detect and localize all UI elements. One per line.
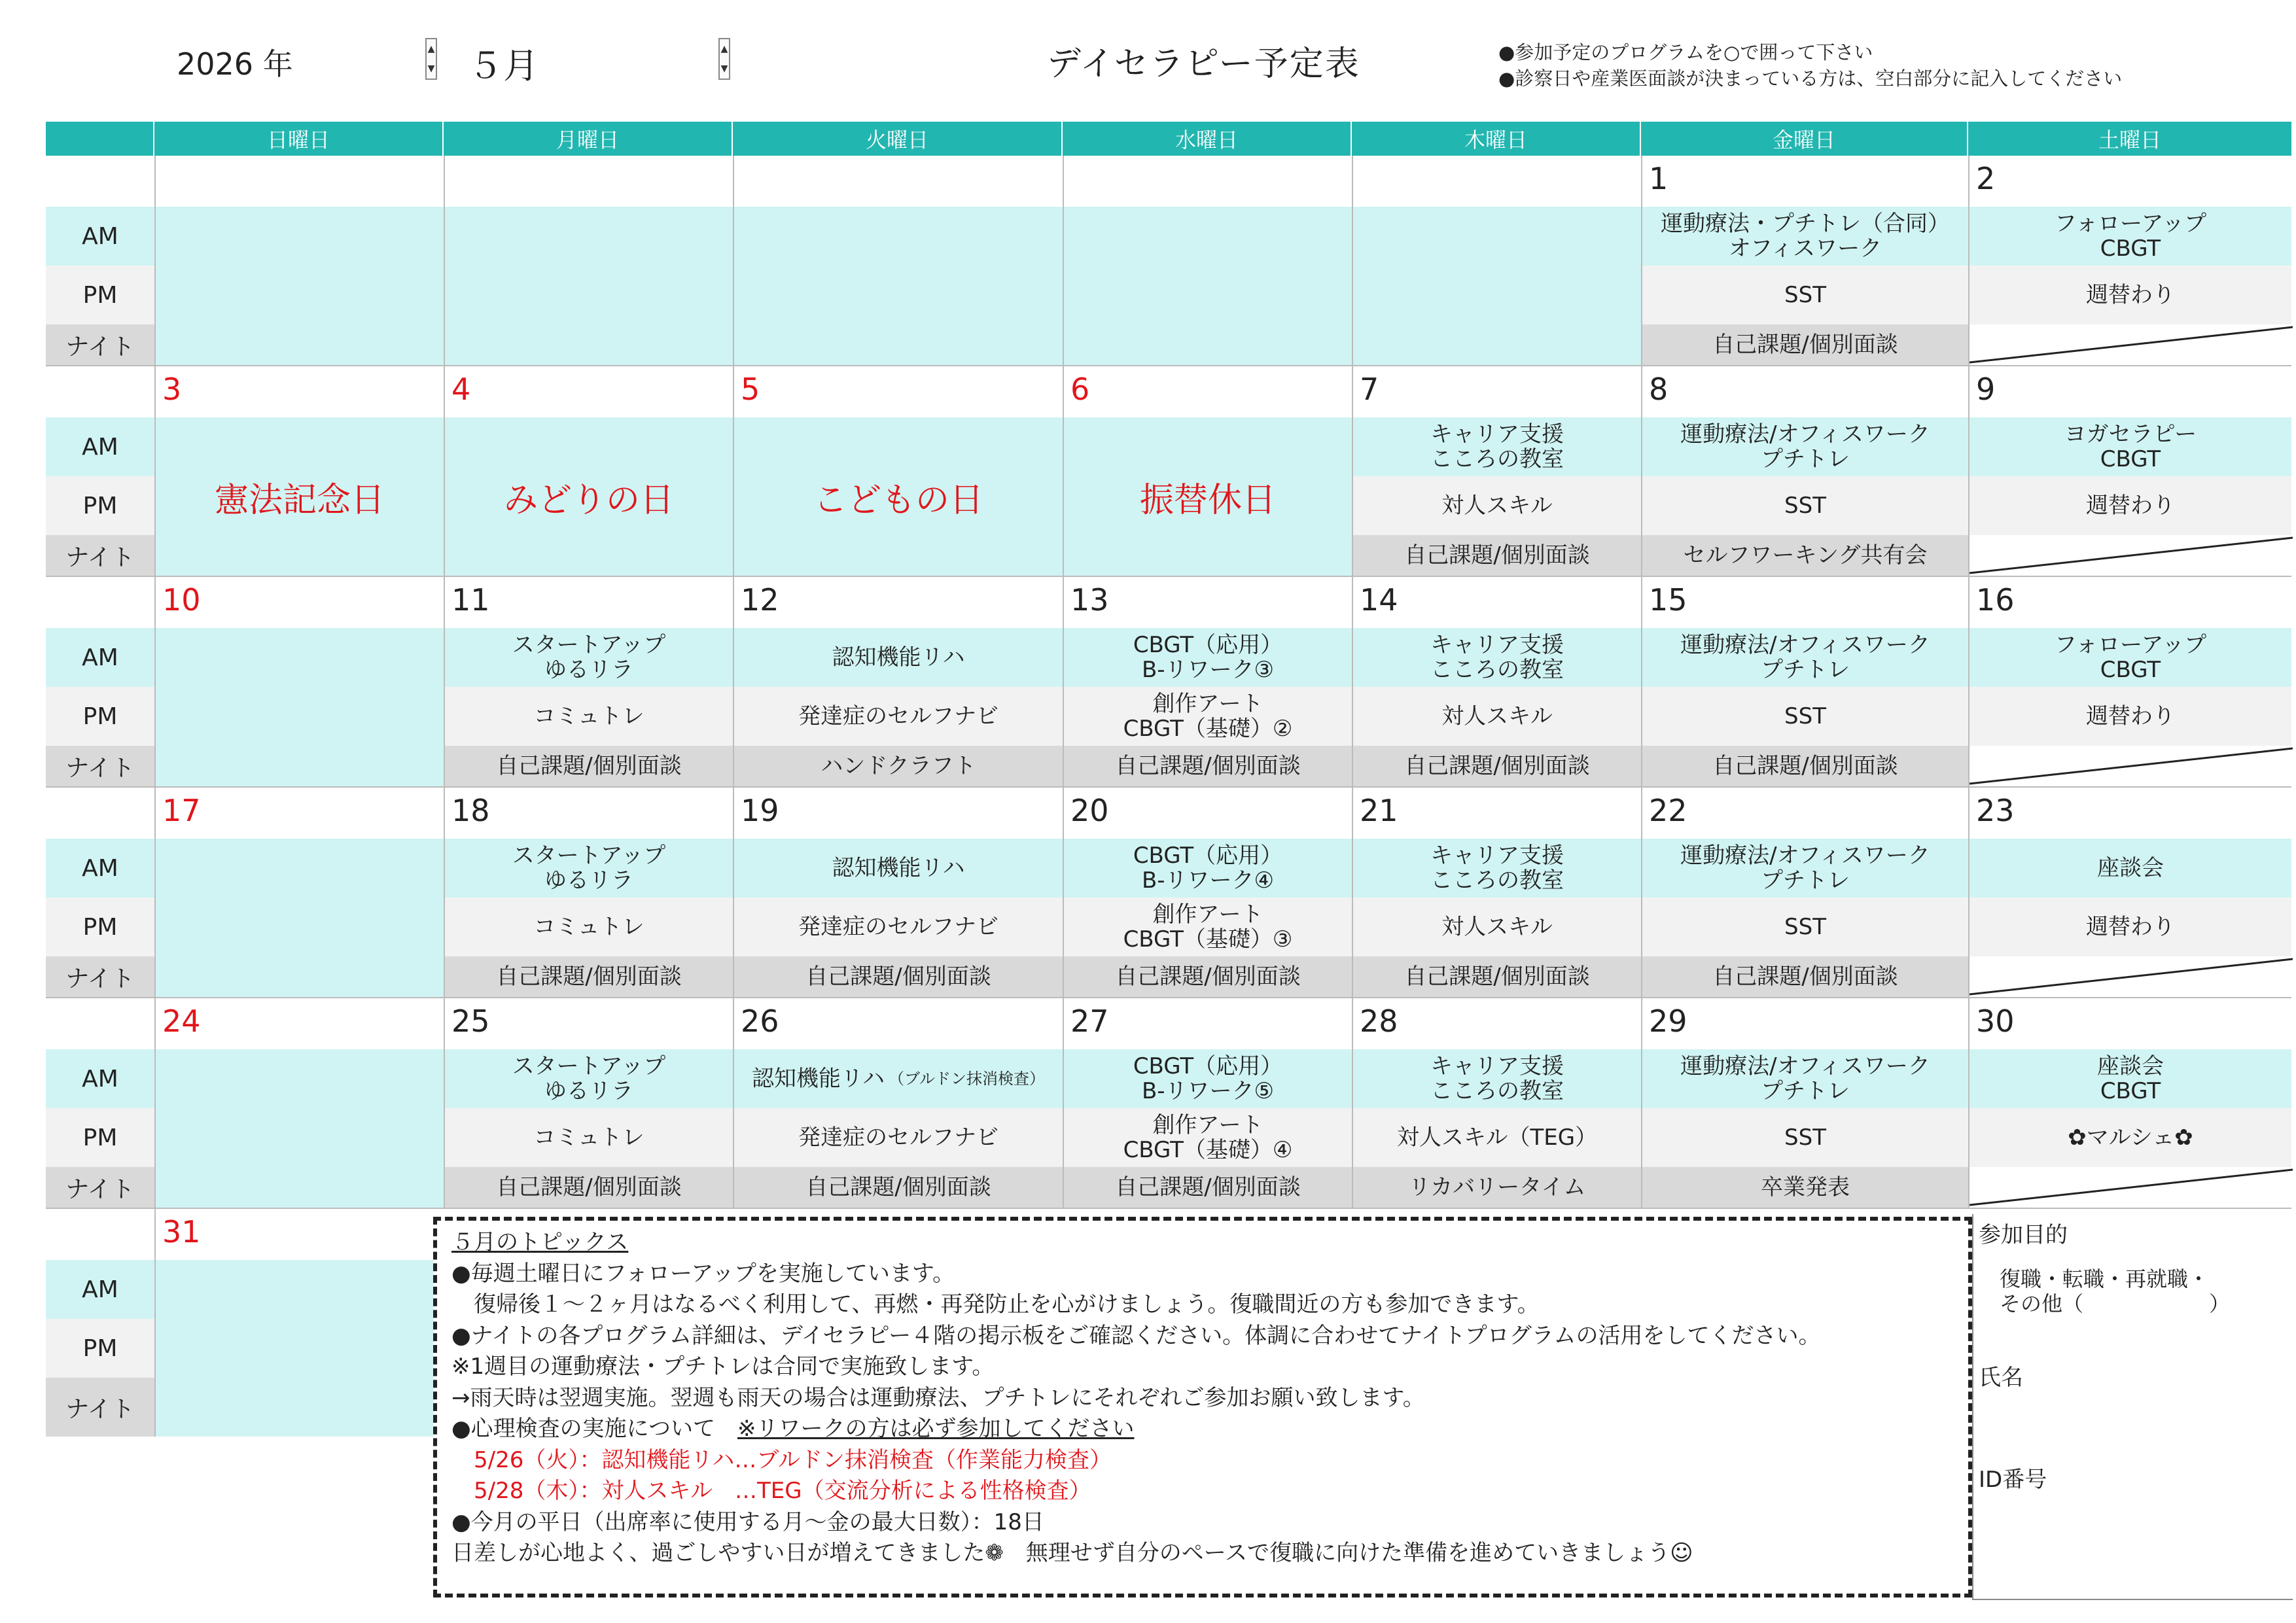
program-pm-label: 対人スキル	[1441, 493, 1553, 519]
day-date-cell	[1063, 577, 1352, 628]
day-number: 3	[162, 372, 182, 407]
slot-label-night: ナイト	[46, 746, 154, 786]
program-am-label: CBGT（応用） B-リワーク④	[1133, 843, 1283, 894]
topics-title: ５月のトピックス	[451, 1229, 629, 1255]
day-date-cell	[444, 156, 733, 207]
program-pm-label: 対人スキル（TEG）	[1396, 1125, 1598, 1151]
program-am[interactable]	[733, 839, 1063, 898]
program-am[interactable]	[444, 839, 733, 898]
topics-line-lead: ●心理検査の実施について	[451, 1416, 737, 1442]
program-am[interactable]	[1641, 207, 1968, 266]
program-night	[1968, 535, 2291, 576]
page-title: デイセラピー予定表	[1047, 44, 1360, 84]
program-pm-label: SST	[1784, 914, 1826, 940]
program-pm-label: 創作アート CBGT（基礎）③	[1123, 901, 1293, 952]
year-spinner[interactable]: ▲ ▼	[425, 38, 437, 80]
program-pm-label: コミュトレ	[533, 1125, 645, 1151]
program-night[interactable]	[733, 746, 1063, 786]
program-pm[interactable]	[1968, 1108, 2291, 1167]
program-am-label: スタートアップ ゆるリラ	[512, 843, 666, 894]
program-am-label: 認知機能リハ	[832, 644, 965, 671]
day-date-cell	[1063, 366, 1352, 417]
slot-label-am: AM	[46, 1049, 154, 1108]
slot-label-pm: PM	[46, 1108, 154, 1167]
day-date-cell	[733, 788, 1063, 839]
day-number: 9	[1976, 372, 1996, 407]
topics-line-emphasis: ※リワークの方は必ず参加してください	[737, 1416, 1135, 1442]
topics-line: 日差しが心地よく、過ごしやすい日が増えてきました❁ 無理せず自分のペースで復職に向けた準備を進めていきましょう☺	[451, 1540, 1693, 1566]
program-am-label: 運動療法・プチトレ（合同） オフィスワーク	[1661, 211, 1950, 262]
purpose-option-line2[interactable]: その他（ ）	[2000, 1291, 2231, 1316]
night-unavailable-slash	[1969, 746, 2293, 786]
empty-day-cell[interactable]	[154, 207, 444, 365]
program-am-label: スタートアップ ゆるリラ	[512, 1053, 666, 1104]
program-am-label: 認知機能リハ	[751, 1066, 885, 1092]
day-number: 30	[1976, 1003, 2015, 1039]
header-note: ●参加予定のプログラムを○で囲って下さい	[1498, 41, 1873, 63]
program-pm[interactable]	[1063, 1108, 1352, 1167]
program-pm-label: 週替わり	[2086, 703, 2175, 729]
purpose-label: 参加目的	[1979, 1222, 2068, 1248]
day-date-cell	[154, 156, 444, 207]
program-pm-label: 週替わり	[2086, 914, 2175, 940]
program-night-label: 自己課題/個別面談	[496, 1174, 682, 1200]
month-label: ５月	[468, 45, 539, 86]
program-am-note: （ブルドン抹消検査）	[888, 1070, 1046, 1088]
day-number: 23	[1976, 793, 2015, 828]
day-number: 18	[451, 793, 490, 828]
week-row	[46, 365, 2291, 576]
program-am-label: スタートアップ ゆるリラ	[512, 632, 666, 683]
day-date-cell	[1641, 998, 1968, 1049]
program-night-label: 自己課題/個別面談	[1404, 964, 1590, 990]
program-pm[interactable]	[444, 898, 733, 956]
slot-date-blank	[46, 788, 154, 839]
program-night	[1968, 1167, 2291, 1208]
program-am[interactable]	[1352, 628, 1641, 687]
program-pm[interactable]	[1063, 687, 1352, 746]
day-date-cell	[154, 1209, 444, 1260]
week-row	[46, 156, 2291, 365]
program-night[interactable]	[444, 956, 733, 997]
program-am-label: 運動療法/オフィスワーク プチトレ	[1680, 632, 1930, 683]
year-label: 2026 年	[177, 46, 293, 82]
program-am[interactable]	[1063, 839, 1352, 898]
day-number: 27	[1070, 1003, 1109, 1039]
program-night-label: セルフワーキング共有会	[1683, 542, 1928, 568]
day-number: 2	[1976, 161, 1996, 196]
day-date-cell	[1968, 998, 2291, 1049]
slot-label-night: ナイト	[46, 1167, 154, 1208]
slot-label-night: ナイト	[46, 1378, 154, 1437]
empty-day-cell[interactable]	[1063, 207, 1352, 365]
day-number: 31	[162, 1214, 201, 1249]
day-date-cell	[1352, 788, 1641, 839]
day-number: 29	[1649, 1003, 1687, 1039]
program-pm-label: SST	[1784, 282, 1826, 308]
program-am[interactable]	[1641, 628, 1968, 687]
program-night-label: 自己課題/個別面談	[805, 1174, 991, 1200]
topics-line: ※1週目の運動療法・プチトレは合同で実施致します。	[451, 1353, 995, 1380]
day-date-cell	[1641, 788, 1968, 839]
program-pm-label: SST	[1784, 703, 1826, 729]
slot-label-pm: PM	[46, 266, 154, 324]
name-label: 氏名	[1979, 1365, 2023, 1391]
day-date-cell	[1968, 366, 2291, 417]
program-night-label: ハンドクラフト	[821, 753, 976, 779]
holiday-name: 憲法記念日	[214, 480, 385, 520]
day-number: 17	[162, 793, 201, 828]
topics-line-red: 5/28（木）：対人スキル …TEG（交流分析による性格検査）	[451, 1478, 1091, 1504]
program-am[interactable]	[1968, 839, 2291, 898]
day-date-cell	[733, 998, 1063, 1049]
topics-line: ●今月の平日（出席率に使用する月～金の最大日数）：18日	[451, 1509, 1044, 1535]
program-night[interactable]	[1641, 1167, 1968, 1208]
program-pm[interactable]	[1352, 1108, 1641, 1167]
empty-day-cell[interactable]	[444, 207, 733, 365]
program-am[interactable]	[1352, 417, 1641, 476]
slot-label-am: AM	[46, 628, 154, 687]
day-date-cell	[1968, 577, 2291, 628]
holiday-cell[interactable]	[1063, 417, 1352, 576]
program-night[interactable]	[1641, 746, 1968, 786]
program-am[interactable]	[1968, 207, 2291, 266]
slot-label-am: AM	[46, 1260, 154, 1319]
program-am[interactable]	[733, 1049, 1063, 1108]
program-night	[1968, 324, 2291, 365]
day-date-cell	[1968, 156, 2291, 207]
day-number: 10	[162, 582, 201, 618]
program-pm[interactable]	[733, 1108, 1063, 1167]
program-night-label: 自己課題/個別面談	[1115, 1174, 1301, 1200]
day-date-cell	[154, 366, 444, 417]
day-date-cell	[1968, 788, 2291, 839]
program-pm-label: 創作アート CBGT（基礎）②	[1123, 691, 1293, 742]
weekday-mon: 月曜日	[444, 122, 733, 156]
day-number: 21	[1360, 793, 1398, 828]
topics-line	[451, 1414, 1954, 1445]
program-pm[interactable]	[1641, 898, 1968, 956]
day-number: 6	[1070, 372, 1090, 407]
program-pm-label: 週替わり	[2086, 493, 2175, 519]
program-am-label: キャリア支援 こころの教室	[1430, 843, 1564, 894]
program-pm-label: コミュトレ	[533, 914, 645, 940]
month-spinner[interactable]: ▲ ▼	[718, 38, 730, 80]
program-am[interactable]	[1063, 628, 1352, 687]
program-am[interactable]	[1641, 1049, 1968, 1108]
program-am-label: キャリア支援 こころの教室	[1430, 632, 1564, 683]
program-pm[interactable]	[733, 687, 1063, 746]
weekday-fri: 金曜日	[1641, 122, 1968, 156]
day-number: 20	[1070, 793, 1109, 828]
program-night-label: 自己課題/個別面談	[1404, 542, 1590, 568]
weekday-header	[46, 122, 2291, 156]
topics-line: →雨天時は翌週実施。翌週も雨天の場合は運動療法、プチトレにそれぞれご参加お願い致します。	[451, 1384, 1425, 1411]
day-number: 5	[741, 372, 760, 407]
empty-day-cell[interactable]	[154, 839, 444, 997]
header-notes	[1498, 39, 2122, 92]
day-date-cell	[1063, 156, 1352, 207]
holiday-name: 振替休日	[1139, 480, 1276, 520]
slot-date-blank	[46, 998, 154, 1049]
participant-form	[1972, 1214, 2293, 1600]
night-unavailable-slash	[1969, 956, 2293, 997]
program-night[interactable]	[1352, 1167, 1641, 1208]
program-am[interactable]	[1641, 839, 1968, 898]
weekday-sun: 日曜日	[154, 122, 444, 156]
id-label: ID番号	[1979, 1467, 2047, 1493]
program-night-label: 自己課題/個別面談	[1115, 964, 1301, 990]
program-pm-label: 創作アート CBGT（基礎）④	[1123, 1112, 1293, 1163]
slot-date-blank	[46, 577, 154, 628]
program-am[interactable]	[1352, 1049, 1641, 1108]
program-pm[interactable]	[1352, 898, 1641, 956]
day-date-cell	[154, 577, 444, 628]
holiday-cell[interactable]	[733, 417, 1063, 576]
program-am-label: 座談会 CBGT	[2097, 1053, 2164, 1104]
slot-date-blank	[46, 156, 154, 207]
day-date-cell	[154, 788, 444, 839]
day-date-cell	[444, 998, 733, 1049]
empty-day-cell[interactable]	[154, 1049, 444, 1208]
program-pm[interactable]	[1641, 1108, 1968, 1167]
weekday-thu: 木曜日	[1352, 122, 1641, 156]
program-pm[interactable]	[1641, 687, 1968, 746]
slot-label-pm: PM	[46, 1319, 154, 1378]
day-number: 7	[1360, 372, 1379, 407]
program-night[interactable]	[1352, 746, 1641, 786]
day-date-cell	[733, 577, 1063, 628]
program-night-label: 自己課題/個別面談	[1115, 753, 1301, 779]
program-night[interactable]	[1352, 956, 1641, 997]
program-night-label: 自己課題/個別面談	[1712, 964, 1898, 990]
day-number: 12	[741, 582, 779, 618]
program-night-label: 自己課題/個別面談	[805, 964, 991, 990]
program-am-label: キャリア支援 こころの教室	[1430, 1053, 1564, 1104]
empty-day-cell[interactable]	[154, 1260, 444, 1437]
empty-day-cell[interactable]	[154, 628, 444, 786]
day-date-cell	[1352, 366, 1641, 417]
program-pm[interactable]	[1968, 898, 2291, 956]
program-am-label: CBGT（応用） B-リワーク③	[1133, 632, 1283, 683]
slot-label-night: ナイト	[46, 956, 154, 997]
night-unavailable-slash	[1969, 1167, 2293, 1208]
program-pm[interactable]	[1968, 687, 2291, 746]
program-am[interactable]	[444, 628, 733, 687]
program-pm[interactable]	[1352, 476, 1641, 535]
program-night[interactable]	[733, 1167, 1063, 1208]
day-number: 13	[1070, 582, 1109, 618]
program-pm-label: 対人スキル	[1441, 914, 1553, 940]
topics-line: ●毎週土曜日にフォローアップを実施しています。	[451, 1260, 955, 1287]
slot-label-am: AM	[46, 839, 154, 898]
program-pm-label: 発達症のセルフナビ	[798, 1125, 998, 1151]
program-night[interactable]	[1063, 746, 1352, 786]
topics-line: 復帰後１～２ヶ月はなるべく利用して、再燃・再発防止を心がけましょう。復職間近の方も参加できます。	[451, 1291, 1540, 1318]
day-number: 22	[1649, 793, 1687, 828]
night-unavailable-slash	[1969, 535, 2293, 576]
day-number: 28	[1360, 1003, 1398, 1039]
slot-date-blank	[46, 366, 154, 417]
day-date-cell	[1641, 156, 1968, 207]
program-am[interactable]	[1968, 417, 2291, 476]
weekday-header-blank	[46, 122, 154, 156]
program-pm[interactable]	[1063, 898, 1352, 956]
program-am-label: 認知機能リハ	[832, 855, 965, 881]
program-night-label: 自己課題/個別面談	[1404, 753, 1590, 779]
program-night-label: リカバリータイム	[1408, 1174, 1586, 1200]
program-pm-label: SST	[1784, 1125, 1826, 1151]
day-date-cell	[1352, 156, 1641, 207]
holiday-cell[interactable]	[444, 417, 733, 576]
topics-box	[433, 1217, 1972, 1597]
program-pm-label: 発達症のセルフナビ	[798, 703, 998, 729]
topics-line: ●ナイトの各プログラム詳細は、デイセラピー４階の掲示板をご確認ください。体調に合わせてナイトプログラムの活用をしてください。	[451, 1322, 1821, 1349]
empty-day-cell[interactable]	[1352, 207, 1641, 365]
program-am-label: ヨガセラピー CBGT	[2064, 421, 2197, 472]
day-number: 19	[741, 793, 779, 828]
day-number: 26	[741, 1003, 779, 1039]
program-pm[interactable]	[1968, 476, 2291, 535]
program-am[interactable]	[1968, 1049, 2291, 1108]
slot-label-am: AM	[46, 417, 154, 476]
day-number: 16	[1976, 582, 2015, 618]
program-night[interactable]	[444, 746, 733, 786]
program-am-label: 座談会	[2097, 855, 2164, 881]
day-number: 11	[451, 582, 490, 618]
program-pm-label: ✿マルシェ✿	[2068, 1125, 2193, 1151]
holiday-name: みどりの日	[503, 480, 674, 520]
program-night[interactable]	[1641, 956, 1968, 997]
program-am[interactable]	[1063, 1049, 1352, 1108]
program-pm[interactable]	[733, 898, 1063, 956]
day-number: 8	[1649, 372, 1669, 407]
day-number: 25	[451, 1003, 490, 1039]
program-am-label: 運動療法/オフィスワーク プチトレ	[1680, 843, 1930, 894]
program-night[interactable]	[733, 956, 1063, 997]
day-date-cell	[444, 577, 733, 628]
topics-line-red: 5/26（火）：認知機能リハ…ブルドン抹消検査（作業能力検査）	[451, 1446, 1112, 1473]
program-am[interactable]	[1352, 839, 1641, 898]
program-night	[1968, 746, 2291, 786]
empty-day-cell[interactable]	[733, 207, 1063, 365]
slot-label-night: ナイト	[46, 324, 154, 365]
header-note: ●診察日や産業医面談が決まっている方は、空白部分に記入してください	[1498, 67, 2123, 90]
program-night[interactable]	[1352, 535, 1641, 576]
program-am[interactable]	[1641, 417, 1968, 476]
program-pm-label: 週替わり	[2086, 282, 2175, 308]
day-number: 14	[1360, 582, 1398, 618]
program-night[interactable]	[1063, 956, 1352, 997]
program-am-label: 運動療法/オフィスワーク プチトレ	[1680, 421, 1930, 472]
program-pm[interactable]	[444, 687, 733, 746]
program-pm[interactable]	[1352, 687, 1641, 746]
day-date-cell	[1352, 998, 1641, 1049]
holiday-cell[interactable]	[154, 417, 444, 576]
program-am[interactable]	[733, 628, 1063, 687]
program-pm[interactable]	[1641, 476, 1968, 535]
day-date-cell	[1641, 577, 1968, 628]
day-date-cell	[733, 156, 1063, 207]
week-row	[46, 576, 2291, 786]
program-am-label: フォローアップ CBGT	[2054, 211, 2207, 262]
program-night-label: 自己課題/個別面談	[496, 964, 682, 990]
program-night	[1968, 956, 2291, 997]
weekday-tue: 火曜日	[733, 122, 1063, 156]
program-am[interactable]	[444, 1049, 733, 1108]
day-number: 1	[1649, 161, 1669, 196]
weekday-sat: 土曜日	[1968, 122, 2291, 156]
day-number: 24	[162, 1003, 201, 1039]
slot-label-am: AM	[46, 207, 154, 266]
day-date-cell	[1063, 998, 1352, 1049]
night-unavailable-slash	[1969, 324, 2293, 365]
day-date-cell	[444, 366, 733, 417]
program-am[interactable]	[1968, 628, 2291, 687]
day-date-cell	[154, 998, 444, 1049]
program-night-label: 自己課題/個別面談	[1712, 332, 1898, 358]
day-date-cell	[1352, 577, 1641, 628]
program-pm-label: コミュトレ	[533, 703, 645, 729]
day-number: 15	[1649, 582, 1687, 618]
slot-label-pm: PM	[46, 898, 154, 956]
program-pm-label: SST	[1784, 493, 1826, 519]
day-date-cell	[1641, 366, 1968, 417]
week-row	[46, 997, 2291, 1208]
holiday-name: こどもの日	[813, 480, 983, 520]
day-date-cell	[733, 366, 1063, 417]
program-pm-label: 発達症のセルフナビ	[798, 914, 998, 940]
slot-label-pm: PM	[46, 687, 154, 746]
program-am-label: フォローアップ CBGT	[2054, 632, 2207, 683]
program-night[interactable]	[1641, 324, 1968, 365]
program-night-label: 卒業発表	[1761, 1174, 1850, 1200]
program-night-label: 自己課題/個別面談	[1712, 753, 1898, 779]
day-date-cell	[444, 788, 733, 839]
program-pm[interactable]	[1641, 266, 1968, 324]
program-night-label: 自己課題/個別面談	[496, 753, 682, 779]
slot-label-night: ナイト	[46, 535, 154, 576]
program-pm[interactable]	[1968, 266, 2291, 324]
week-row	[46, 786, 2291, 997]
day-date-cell	[1063, 788, 1352, 839]
program-pm[interactable]	[444, 1108, 733, 1167]
purpose-option-line1[interactable]: 復職・転職・再就職・	[2000, 1266, 2210, 1291]
day-number: 4	[451, 372, 471, 407]
program-am-label: CBGT（応用） B-リワーク⑤	[1133, 1053, 1283, 1104]
program-night[interactable]	[444, 1167, 733, 1208]
program-am-label: キャリア支援 こころの教室	[1430, 421, 1564, 472]
program-night[interactable]	[1641, 535, 1968, 576]
slot-label-pm: PM	[46, 476, 154, 535]
program-pm-label: 対人スキル	[1441, 703, 1553, 729]
program-night[interactable]	[1063, 1167, 1352, 1208]
weekday-wed: 水曜日	[1063, 122, 1352, 156]
slot-date-blank	[46, 1209, 154, 1260]
program-am-label: 運動療法/オフィスワーク プチトレ	[1680, 1053, 1930, 1104]
